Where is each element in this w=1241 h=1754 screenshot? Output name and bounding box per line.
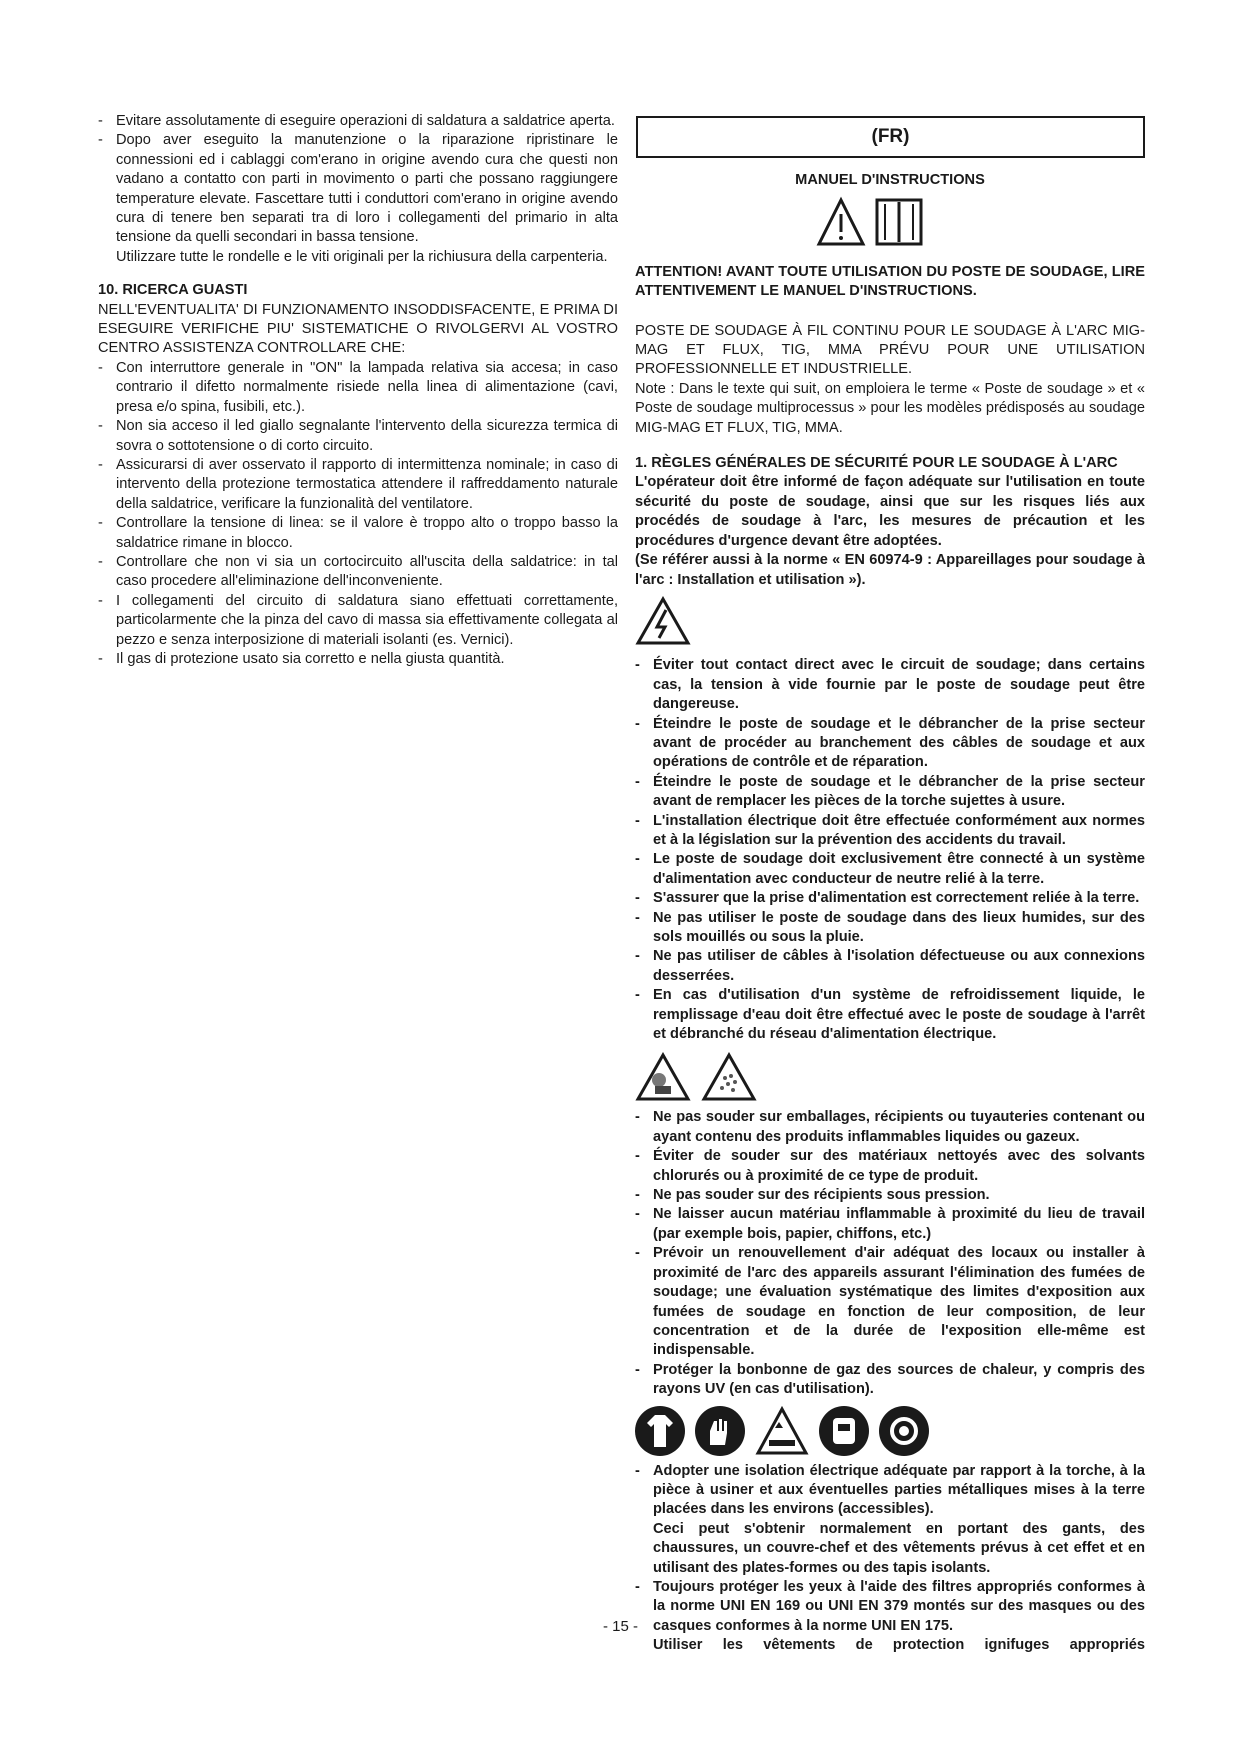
intro-caps: POSTE DE SOUDAGE À FIL CONTINU POUR LE SOUDAGE À L'ARC MIG-MAG ET FLUX, TIG, MMA PRÉVU POUR UNE UTILISATION PROFESSIONNELLE ET INDUSTRIELLE. [635, 322, 1145, 378]
list-item: - Dopo aver eseguito la manutenzione o la riparazione ripristinare le connessioni ed i cablaggi com'erano in origine avendo cura che questi non vadano a contatto con parti in movimento o parti che possano raggiungere temperature elevate. Fascettare tutti i conduttori com'erano in origine avendo cura di tenere ben separati tra di loro i collegamenti del primario in alta tensione da quelli secondari in bassa tensione. [98, 132, 618, 246]
paragraph: Utiliser les vêtements de protection ignifuges appropriés [653, 1637, 1145, 1654]
ppe-icons [635, 1406, 1145, 1456]
list-item: - Prévoir un renouvellement d'air adéquat des locaux ou installer à proximité de l'arc des appareils assurant l'élimination des fumées de soudage; une évaluation systématique des limites d'exposition aux fumées de soudage en fonction de leur composition, de leur concentration et de la durée de l'exposition elle-même est indispensable. [635, 1245, 1145, 1359]
section-paragraph: L'opérateur doit être informé de façon adéquate sur l'utilisation en toute sécurité du poste de soudage, ainsi que sur les risques liés aux procédés de soudage à l'arc, les mesures de précaution et les procédures d'urgence devant être adoptées. [635, 474, 1145, 549]
list-item: - Assicurarsi di aver osservato il rapporto di intermittenza nominale; in caso di intervento della protezione termostatica attendere il raffreddamento naturale della saldatrice, verificare la funzionalità del ventilatore. [98, 456, 618, 512]
list-item: - I collegamenti del circuito di saldatura siano effettuati correttamente, particolarmente che la pinza del cavo di massa sia effettivamente collegata al pezzo e senza interposizione di materiali isolanti (es. Vernici). [98, 592, 618, 648]
fire-explosion-icon [635, 1052, 691, 1102]
list-item: - Toujours protéger les yeux à l'aide des filtres appropriés conformes à la norme UNI EN 169 ou UNI EN 379 montés sur des masques ou des casques conformes à la norme UNI EN 175. [635, 1578, 1145, 1634]
paragraph: Ceci peut s'obtenir normalement en portant des gants, des chaussures, un couvre-chef et des vêtements prévus à cet effet et en utilisant des plates-formes ou des tapis isolants. [653, 1520, 1145, 1576]
list-item: - Éteindre le poste de soudage et le débrancher de la prise secteur avant de remplacer les pièces de la torche sujettes à usure. [635, 773, 1145, 810]
section-heading: 10. RICERCA GUASTI [98, 282, 248, 299]
corrosive-warning-icon [755, 1406, 809, 1456]
list-item: - Éviter de souder sur des matériaux nettoyés avec des solvants chlorurés ou à proximité de ce type de produit. [635, 1148, 1145, 1184]
protective-suit-icon [635, 1406, 685, 1456]
list-item: - Ne pas utiliser de câbles à l'isolation défectueuse ou aux connexions desserrées. [635, 948, 1145, 984]
list-item: - En cas d'utilisation d'un système de refroidissement liquide, le remplissage d'eau doit être effectué avec le poste de soudage à l'arrêt et débranché du réseau d'alimentation électrique. [635, 987, 1145, 1043]
welding-mask-icon [819, 1406, 869, 1456]
gloves-icon [695, 1406, 745, 1456]
warning-read-manual-icon [815, 196, 965, 248]
list-item: - Protéger la bonbonne de gaz des sources de chaleur, y compris des rayons UV (en cas d'utilisation). [635, 1361, 1145, 1398]
section-heading: 1. RÈGLES GÉNÉRALES DE SÉCURITÉ POUR LE SOUDAGE À L'ARC [635, 455, 1118, 472]
manual-title: MANUEL D'INSTRUCTIONS [795, 172, 985, 188]
list-item: - L'installation électrique doit être effectuée conformément aux normes et à la législation sur la prévention des accidents du travail. [635, 812, 1145, 848]
list-item: - Éteindre le poste de soudage et le débrancher de la prise secteur avant de procéder au branchement des câbles de soudage et aux opérations de contrôle et de réparation. [635, 715, 1145, 771]
fire-fume-warnings [635, 1052, 1145, 1102]
italian-column [98, 112, 618, 669]
french-column [635, 116, 1145, 1656]
electric-shock-icon [635, 596, 691, 646]
warning-icons [635, 196, 1145, 254]
list-item: - Ne laisser aucun matériau inflammable à proximité du lieu de travail (par exemple bois, papier, chiffons, etc.) [635, 1206, 1145, 1242]
paragraph: Utilizzare tutte le rondelle e le viti originali per la richiusura della carpenteria. [116, 248, 608, 265]
list-item: - Controllare la tensione di linea: se il valore è troppo alto o troppo basso la saldatrice rimane in blocco. [98, 515, 618, 551]
ear-protection-icon [879, 1406, 929, 1456]
list-item: - Ne pas souder sur des récipients sous pression. [635, 1187, 990, 1204]
list-item: - Ne pas utiliser le poste de soudage dans des lieux humides, sur des sols mouillés ou sous la pluie. [635, 909, 1145, 945]
list-item: - Le poste de soudage doit exclusivement être connecté à un système d'alimentation avec conducteur de neutre relié à la terre. [635, 851, 1145, 887]
list-item: - Éviter tout contact direct avec le circuit de soudage; dans certains cas, la tension à vide fournie par le poste de soudage peut être dangereuse. [635, 657, 1145, 713]
note-text: Note : Dans le texte qui suit, on emploiera le terme « Poste de soudage » et « Poste de soudage multiprocessus » pour les modèles prédisposés au soudage MIG-MAG ET FLUX, TIG, MMA. [635, 380, 1145, 436]
list-item: - Controllare che non vi sia un cortocircuito all'uscita della saldatrice: in tal caso procedere all'eliminazione dell'inconveniente. [98, 553, 618, 590]
list-item: - Adopter une isolation électrique adéquate par rapport à la torche, à la pièce à usiner et aux éventuelles parties métalliques mises à la terre placées dans les environs (accessibles). [635, 1462, 1145, 1518]
list-item: - S'assurer que la prise d'alimentation est correctement reliée à la terre. [635, 890, 1140, 907]
list-item: - Non sia acceso il led giallo segnalante l'intervento della sicurezza termica di sovra o sottotensione o di corto circuito. [98, 418, 618, 454]
section-reference: (Se référer aussi à la norme « EN 60974-9 : Appareillages pour soudage à l'arc : Installation et utilisation »). [635, 552, 1145, 588]
page-number: - 15 - [602, 1618, 638, 1635]
section-intro: NELL'EVENTUALITA' DI FUNZIONAMENTO INSODDISFACENTE, E PRIMA DI ESEGUIRE VERIFICHE PIU' SISTEMATICHE O RIVOLGERVI AL VOSTRO CENTRO ASSISTENZA CONTROLLARE CHE: [98, 301, 618, 357]
language-box: (FR) [636, 116, 1145, 158]
fumes-icon [701, 1052, 757, 1102]
list-item: - Ne pas souder sur emballages, récipients ou tuyauteries contenant ou ayant contenu des produits inflammables liquides ou gazeux. [635, 1109, 1145, 1145]
list-item: - Evitare assolutamente di eseguire operazioni di saldatura a saldatrice aperta. [98, 113, 615, 129]
list-item: - Il gas di protezione usato sia corretto e nella giusta quantità. [98, 650, 505, 667]
attention-text: ATTENTION! AVANT TOUTE UTILISATION DU POSTE DE SOUDAGE, LIRE ATTENTIVEMENT LE MANUEL D'INSTRUCTIONS. [635, 263, 1145, 300]
electric-warning [635, 596, 1145, 652]
list-item: - Con interruttore generale in "ON" la lampada relativa sia accesa; in caso contrario il difetto normalmente risiede nella linea di alimentazione (cavi, presa e/o spina, fusibili, etc.). [98, 359, 618, 415]
